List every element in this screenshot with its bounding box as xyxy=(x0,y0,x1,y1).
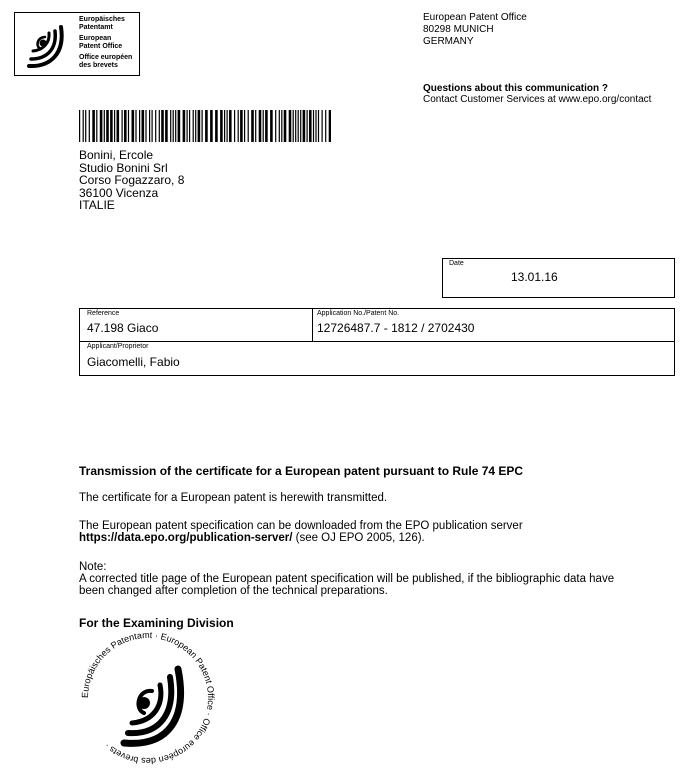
barcode-bar xyxy=(263,110,264,142)
barcode-bar xyxy=(279,110,280,142)
barcode-bar xyxy=(229,110,232,142)
barcode-bar xyxy=(110,110,113,142)
barcode-bar xyxy=(193,110,194,142)
barcode-bar xyxy=(298,110,299,142)
barcode-bar xyxy=(234,110,235,142)
barcode-bar xyxy=(248,110,249,142)
barcode-bar xyxy=(251,110,254,142)
note-block xyxy=(79,561,614,597)
barcode-bar xyxy=(92,110,95,142)
barcode-bar xyxy=(142,110,145,142)
applicant-label: Applicant/Proprietor xyxy=(87,343,149,350)
barcode-bar xyxy=(205,110,208,142)
questions-text: Contact Customer Services at www.epo.org/contact xyxy=(423,94,652,105)
barcode-bar xyxy=(155,110,156,142)
barcode-bar xyxy=(315,110,316,142)
office-name: European Patent Office xyxy=(423,12,527,23)
barcode-bar xyxy=(224,110,225,142)
office-city: 80298 MUNICH xyxy=(423,24,494,35)
barcode-bar xyxy=(135,110,136,142)
barcode-bar xyxy=(96,110,97,142)
barcode-bar xyxy=(307,110,308,142)
barcode-bar xyxy=(220,110,223,142)
barcode-bar xyxy=(275,110,276,142)
logo-text xyxy=(79,16,132,70)
logo-line: European xyxy=(79,35,112,42)
recipient-city: 36100 Vicenza xyxy=(79,185,159,200)
paragraph-certificate: The certificate for a European patent is herewith transmitted. xyxy=(79,492,388,504)
barcode-bar xyxy=(85,110,86,142)
barcode-bar xyxy=(178,110,181,142)
epo-logo xyxy=(14,12,140,76)
barcode-bar xyxy=(183,110,186,142)
recipient-firm: Studio Bonini Srl xyxy=(79,160,168,175)
reference-divider xyxy=(80,341,674,342)
barcode-bar xyxy=(139,110,140,142)
barcode-bar xyxy=(106,110,109,142)
barcode-bar xyxy=(187,110,188,142)
questions-block xyxy=(423,83,651,105)
reference-column-divider xyxy=(312,309,313,341)
download-line-2 xyxy=(79,532,523,544)
recipient-street: Corso Fogazzaro, 8 xyxy=(79,173,185,187)
barcode-bar xyxy=(210,110,213,142)
barcode-bar xyxy=(161,110,164,142)
barcode-bar xyxy=(202,110,203,142)
barcode-bar xyxy=(303,110,306,142)
office-address xyxy=(423,12,527,48)
note-line: A corrected title page of the European patent specification will be published, if the bibliographic data have xyxy=(79,573,615,585)
logo-line: Europäisches xyxy=(79,16,125,23)
barcode-bar xyxy=(289,110,292,142)
barcode-bar xyxy=(132,110,135,142)
barcode-bar xyxy=(89,110,90,142)
barcode-bar xyxy=(149,110,150,142)
barcode-bar xyxy=(173,110,174,142)
barcode xyxy=(79,110,331,142)
barcode-bar xyxy=(195,110,196,142)
barcode-bar xyxy=(313,110,314,142)
barcode-bar xyxy=(322,110,323,142)
barcode-bar xyxy=(329,110,331,142)
barcode-bar xyxy=(152,110,153,142)
barcode-bar xyxy=(104,110,105,142)
epo-seal-stamp xyxy=(76,629,220,767)
barcode-bar xyxy=(284,110,287,142)
barcode-bar xyxy=(270,110,273,142)
barcode-bar xyxy=(215,110,218,142)
epo-logo-mark-icon xyxy=(23,19,69,69)
barcode-bar xyxy=(318,110,319,142)
barcode-bar xyxy=(100,110,103,142)
barcode-bar xyxy=(300,110,301,142)
office-country: GERMANY xyxy=(423,36,474,47)
publication-server-link[interactable]: https://data.epo.org/publication-server/ xyxy=(79,532,293,544)
applicant-value: Giacomelli, Fabio xyxy=(87,355,180,369)
download-reference: (see OJ EPO 2005, 126). xyxy=(292,532,425,544)
barcode-bar xyxy=(281,110,282,142)
application-value: 12726487.7 - 1812 / 2702430 xyxy=(317,321,475,335)
barcode-bar xyxy=(83,110,84,142)
barcode-bar xyxy=(309,110,312,142)
barcode-bar xyxy=(79,110,80,142)
barcode-bar xyxy=(145,110,146,142)
barcode-bar xyxy=(259,110,262,142)
seal-text: Europäisches Patentamt · European Patent Office · Office européen des brevets · xyxy=(79,629,217,767)
barcode-bar xyxy=(117,110,120,142)
barcode-bar xyxy=(240,110,243,142)
barcode-bar xyxy=(238,110,239,142)
signoff: For the Examining Division xyxy=(79,616,234,630)
logo-line: des brevets xyxy=(79,62,118,69)
barcode-bar xyxy=(265,110,268,142)
logo-line: Patentamt xyxy=(79,24,113,31)
date-box xyxy=(442,258,675,298)
barcode-bar xyxy=(175,110,176,142)
barcode-bar xyxy=(128,110,129,142)
note-line: been changed after completion of the technical preparations. xyxy=(79,585,388,597)
barcode-bar xyxy=(325,110,326,142)
date-value: 13.01.16 xyxy=(511,270,558,284)
barcode-bar xyxy=(165,110,168,142)
letter-heading: Transmission of the certificate for a European patent pursuant to Rule 74 EPC xyxy=(79,464,524,478)
download-line: The European patent specification can be downloaded from the EPO publication server xyxy=(79,520,523,532)
logo-line: Office européen xyxy=(79,54,133,61)
seal-logo-mark-icon xyxy=(124,669,181,743)
barcode-bar xyxy=(122,110,123,142)
barcode-bar xyxy=(293,110,294,142)
barcode-bar xyxy=(124,110,127,142)
recipient-address xyxy=(79,149,184,212)
barcode-bar xyxy=(244,110,245,142)
date-label: Date xyxy=(449,260,464,267)
note-label: Note: xyxy=(79,561,107,573)
recipient-name: Bonini, Ercole xyxy=(79,148,154,162)
barcode-bar xyxy=(198,110,201,142)
logo-line: Patent Office xyxy=(79,43,123,50)
barcode-bar xyxy=(170,110,171,142)
barcode-bar xyxy=(255,110,256,142)
reference-label: Reference xyxy=(87,310,120,317)
barcode-bar xyxy=(189,110,190,142)
reference-box xyxy=(79,308,675,376)
recipient-country: ITALIE xyxy=(79,198,115,212)
barcode-bar xyxy=(159,110,160,142)
application-label: Application No./Patent No. xyxy=(317,310,400,317)
barcode-bar xyxy=(114,110,115,142)
questions-title: Questions about this communication ? xyxy=(423,83,609,94)
reference-value: 47.198 Giaco xyxy=(87,321,159,335)
paragraph-download xyxy=(79,520,523,544)
barcode-bar xyxy=(295,110,296,142)
barcode-bar xyxy=(227,110,228,142)
